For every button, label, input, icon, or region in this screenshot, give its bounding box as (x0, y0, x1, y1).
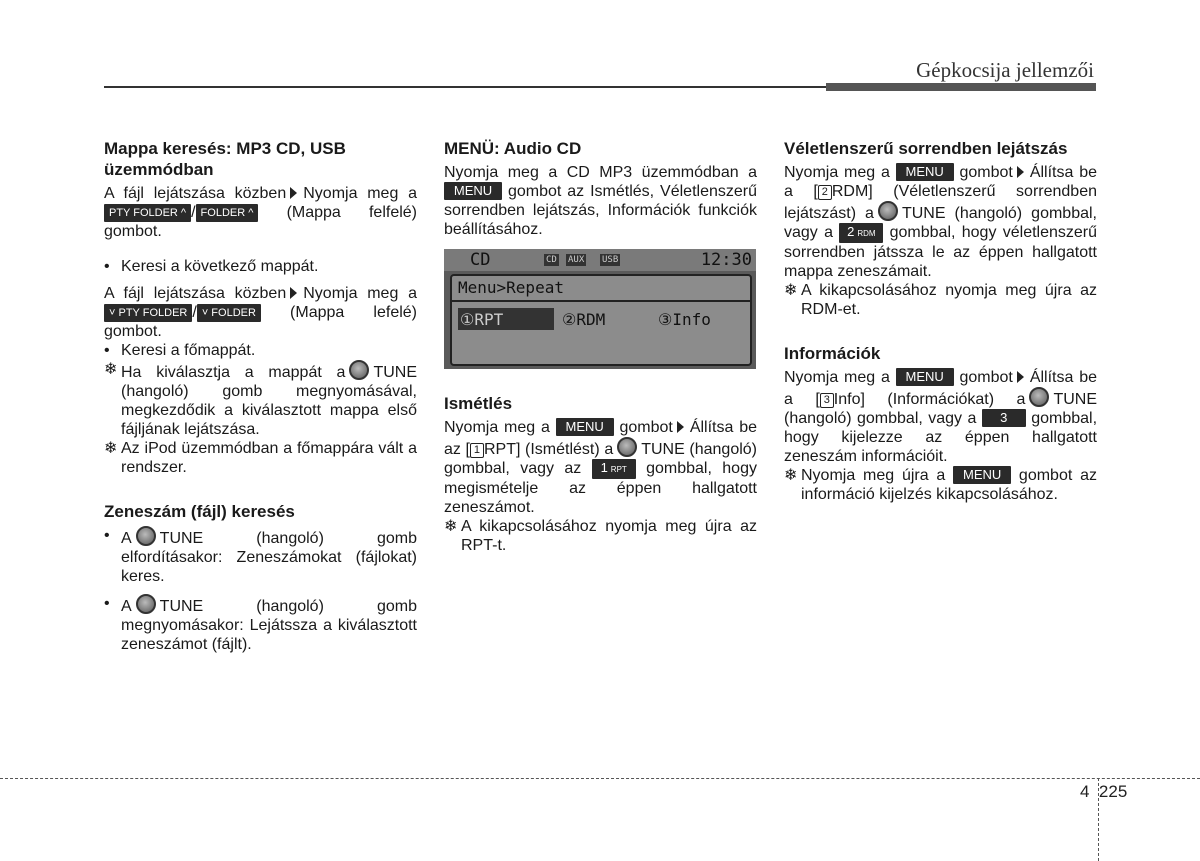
note-item (104, 439, 417, 477)
lcd-display (444, 249, 756, 369)
tune-knob-icon (617, 437, 637, 457)
bullet-icon: • (104, 342, 110, 359)
lcd-option-rpt: ①RPT (460, 310, 504, 329)
text: Keresi a következő mappát. (121, 258, 319, 275)
text: TUNE (hangoló) gombbal, vagy az (444, 441, 757, 477)
paragraph-random (784, 163, 1097, 281)
arrow-right-icon (677, 421, 684, 433)
menu-button: MENU (556, 418, 614, 436)
button-label: PTY FOLDER (118, 307, 188, 319)
bullet-item (104, 594, 417, 654)
number-1-icon: 1 (470, 443, 484, 458)
menu-button: MENU (953, 466, 1011, 484)
pty-folder-up-button: PTY FOLDER ^ (104, 204, 191, 222)
button-sublabel: RPT (610, 465, 627, 474)
text: TUNE (hangoló) gomb megnyomásakor: Lejátssza a kiválasztott zeneszámot (fájlt). (121, 598, 417, 653)
text: RDM] (Véletlenszerű sorrendben lejátszást) a (784, 183, 1097, 222)
text: gombot az információ kijelzés kikapcsolásához. (801, 467, 1097, 503)
paragraph-info (784, 368, 1097, 466)
bullet-item (104, 341, 417, 360)
text: Állítsa be a [ (784, 164, 1097, 200)
page-number-value: 225 (1098, 782, 1128, 801)
tune-knob-icon (878, 201, 898, 221)
text: TUNE (hangoló) gomb elfordításakor: Zeneszámokat (fájlokat) keres. (121, 530, 417, 585)
pty-folder-down-button: ˅ PTY FOLDER (104, 304, 192, 322)
section-heading-repeat: Ismétlés (444, 394, 513, 413)
bullet-item (104, 526, 417, 586)
paragraph-menu-intro (444, 163, 757, 239)
arrow-right-icon (290, 287, 297, 299)
footer-dashed-rule (0, 778, 1200, 779)
tune-knob-icon (349, 360, 369, 380)
text: Nyomja meg a (784, 164, 890, 181)
note-asterisk-icon: ❄ (104, 440, 118, 457)
menu-button: MENU (896, 368, 954, 386)
text: Nyomja meg a (444, 419, 550, 436)
lcd-menu-panel (450, 274, 752, 366)
note-asterisk-icon: ❄ (784, 282, 798, 299)
text: TUNE (hangoló) gomb megnyomásával, megkezdődik a kiválasztott mappa első fájljának lejátszása. (121, 364, 417, 438)
page-number (1080, 782, 1127, 802)
section-heading-track-search: Zeneszám (fájl) keresés (104, 502, 295, 521)
button-label: FOLDER (211, 307, 256, 319)
number-2-icon: 2 (818, 185, 832, 200)
arrow-right-icon (290, 187, 297, 199)
note-item (784, 281, 1097, 319)
paragraph-folder-down: A fájl lejátszása közben Nyomja meg a ˅ PTY FOLDER / ˅ FOLDER (Mappa lefelé) gombot. (104, 285, 417, 340)
bullet-icon: • (104, 527, 110, 544)
page-header-title: Gépkocsija jellemzői (916, 58, 1094, 82)
lcd-option-info: ③Info (658, 310, 711, 329)
section-heading-menu-audio-cd: MENÜ: Audio CD (444, 139, 582, 158)
tune-knob-icon (1029, 387, 1049, 407)
button-label: 1 (600, 460, 608, 475)
text: RPT] (Ismétlést) a (483, 441, 614, 458)
text: Nyomja meg a (784, 369, 890, 386)
text: A (121, 598, 132, 615)
text: gombbal, hogy megismételje az éppen hallgatott zeneszámot. (444, 460, 757, 516)
note-asterisk-icon: ❄ (104, 361, 118, 378)
header-rule-accent (826, 83, 1096, 91)
note-item (444, 517, 757, 555)
menu-button: MENU (444, 182, 502, 200)
button-sublabel: RDM (857, 229, 876, 238)
number-3-icon: 3 (820, 393, 834, 408)
text: Nyomja meg a (303, 285, 417, 302)
folder-up-button: FOLDER ^ (196, 204, 259, 222)
bullet-icon: • (104, 258, 110, 275)
text: (Mappa lefelé) gombot. (104, 304, 417, 340)
lcd-tag-aux: AUX (568, 255, 585, 265)
column-1 (104, 138, 417, 654)
lcd-mode-label: CD (470, 250, 491, 270)
lcd-clock: 12:30 (700, 250, 752, 270)
preset-2-rdm-button (839, 223, 883, 243)
text: A fájl lejátszása közben (104, 185, 287, 202)
text: Nyomja meg újra a (801, 467, 946, 484)
text: gombot (619, 419, 673, 436)
section-heading-random: Véletlenszerű sorrendben lejátszás (784, 139, 1068, 158)
preset-1-rpt-button (592, 459, 636, 479)
column-3 (784, 138, 1097, 504)
menu-button: MENU (896, 163, 954, 181)
text: gombot az Ismétlés, Véletlenszerű sorrendben lejátszás, Információk funkciók beállításához. (444, 183, 758, 238)
section-heading-info: Információk (784, 344, 881, 363)
folder-down-button: ˅ FOLDER (197, 304, 261, 322)
text: A fájl lejátszása közben (104, 285, 287, 302)
text: gombbal, hogy kijelezze az éppen hallgatott zeneszám információit. (784, 410, 1098, 465)
bullet-icon: • (104, 595, 110, 612)
text: TUNE (hangoló) gombbal, vagy a (784, 205, 1097, 241)
text: Keresi a főmappát. (121, 342, 256, 359)
arrow-right-icon (1017, 166, 1024, 178)
text: A kikapcsolásához nyomja meg újra az RDM-et. (801, 282, 1097, 318)
text: TUNE (hangoló) gombbal, vagy a (784, 391, 1097, 427)
paragraph-repeat (444, 418, 757, 517)
text: A kikapcsolásához nyomja meg újra az RPT-t. (461, 518, 757, 554)
note-item (784, 466, 1097, 504)
text: A (121, 530, 132, 547)
text: Ha kiválasztja a mappát a (121, 364, 346, 381)
lcd-tag-cd: CD (546, 255, 557, 265)
button-label: PTY FOLDER (109, 207, 178, 219)
text: (Mappa felfelé) gombot. (104, 204, 417, 240)
chapter-number: 4 (1080, 782, 1090, 801)
text: Nyomja meg a CD MP3 üzemmódban a (444, 164, 757, 181)
lcd-option-rdm: ②RDM (562, 310, 606, 329)
text: gombot (959, 164, 1013, 181)
arrow-right-icon (1017, 371, 1024, 383)
text: gombbal, hogy véletlenszerű sorrendben játssza le az éppen hallgatott mappa zeneszámait. (784, 224, 1098, 280)
button-label: FOLDER (200, 207, 246, 219)
text: Az iPod üzemmódban a főmappára vált a rendszer. (121, 440, 417, 476)
lcd-tag-usb: USB (602, 255, 619, 265)
lcd-divider (452, 300, 750, 302)
lcd-menu-title: Menu>Repeat (458, 278, 564, 297)
text: Állítsa be az [ (444, 419, 757, 458)
bullet-item (104, 257, 417, 276)
note-asterisk-icon: ❄ (784, 467, 798, 484)
note-asterisk-icon: ❄ (444, 518, 458, 535)
note-item (104, 360, 417, 439)
text: Info] (Információkat) a (833, 391, 1026, 408)
text: gombot (959, 369, 1013, 386)
text: Nyomja meg a (303, 185, 417, 202)
column-2 (444, 138, 757, 555)
tune-knob-icon (136, 594, 156, 614)
text: Állítsa be a [ (784, 369, 1097, 408)
section-heading-folder-search: Mappa keresés: MP3 CD, USB üzemmódban (104, 139, 346, 179)
preset-3-button: 3 (982, 409, 1026, 427)
tune-knob-icon (136, 526, 156, 546)
button-label: 2 (847, 224, 855, 239)
paragraph-folder-up: A fájl lejátszása közben Nyomja meg a PTY FOLDER ^ / FOLDER ^ (Mappa felfelé) gombot. (104, 185, 417, 240)
